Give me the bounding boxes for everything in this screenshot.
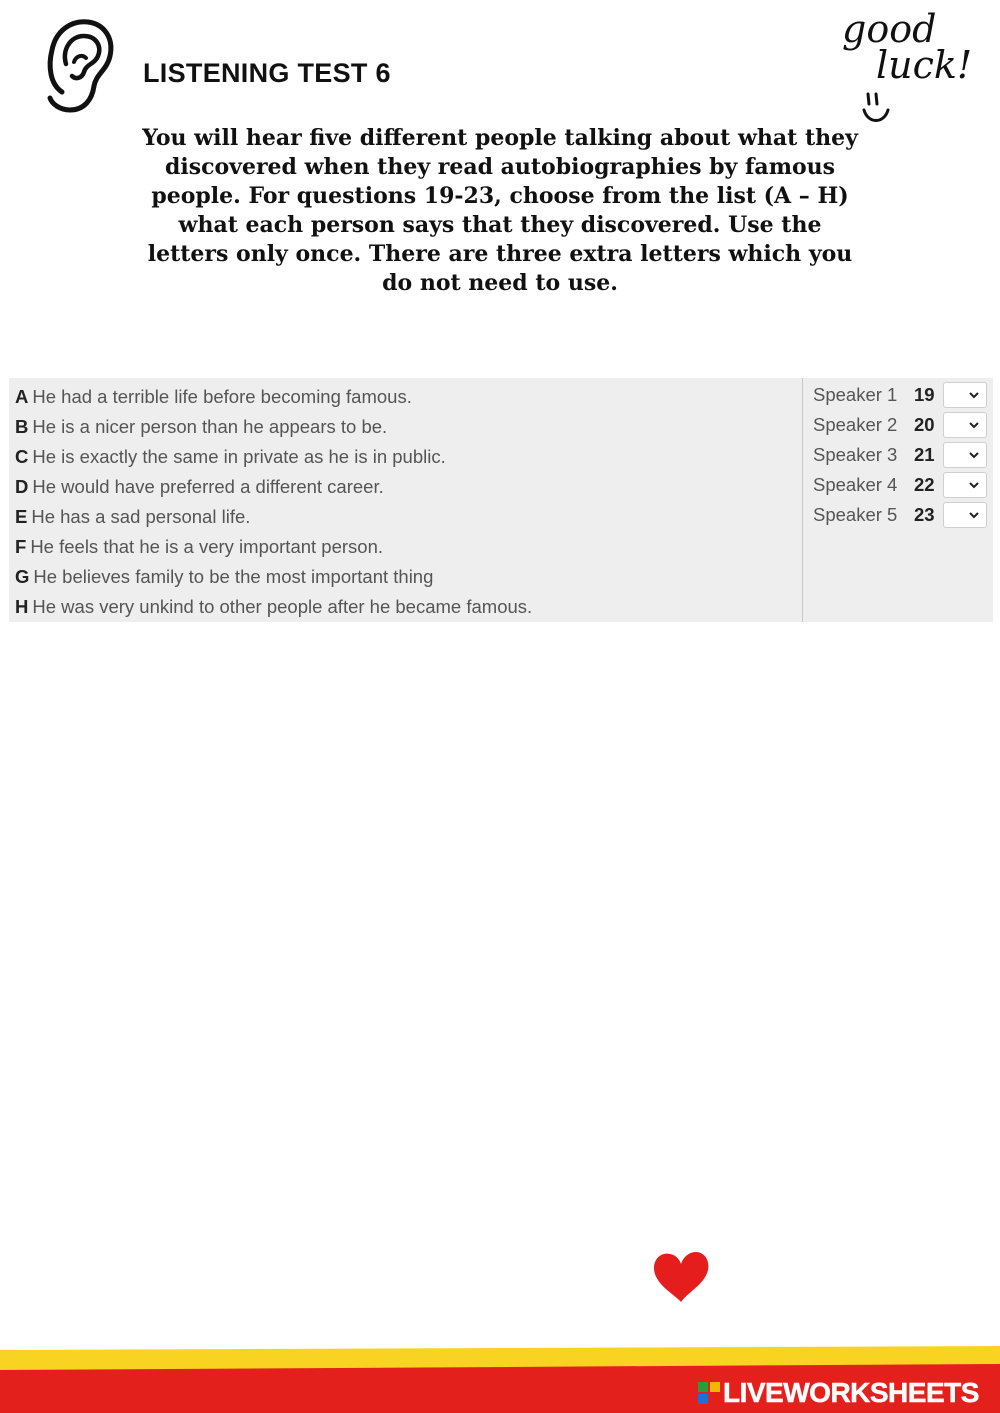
option-item: G He believes family to be the most important thing	[15, 566, 434, 587]
option-item: A He had a terrible life before becoming famous.	[15, 386, 412, 407]
speaker-label: Speaker 2	[813, 414, 898, 435]
option-item: H He was very unkind to other people after he became famous.	[15, 596, 533, 617]
brand-name: LIVEWORKSHEETS	[723, 1377, 979, 1408]
chevron-down-icon	[968, 450, 980, 460]
matching-exercise	[9, 378, 993, 622]
chevron-down-icon	[968, 510, 980, 520]
speaker-row	[803, 500, 993, 530]
speaker-label: Speaker 4	[813, 474, 898, 495]
liveworksheets-logo	[698, 1378, 979, 1408]
chevron-down-icon	[968, 390, 980, 400]
speaker-row	[803, 440, 993, 470]
speaker-row	[803, 470, 993, 500]
chevron-down-icon	[968, 480, 980, 490]
question-number: 23	[914, 504, 935, 525]
option-item: B He is a nicer person than he appears to be.	[15, 416, 388, 437]
question-number: 22	[914, 474, 935, 495]
good-luck-line-1: good	[842, 7, 937, 51]
option-item: D He would have preferred a different career.	[15, 476, 384, 497]
answer-dropdown-20[interactable]	[943, 412, 987, 438]
ear-icon	[40, 14, 120, 114]
live-badge-icon	[698, 1382, 720, 1404]
chevron-down-icon	[968, 420, 980, 430]
speaker-label: Speaker 1	[813, 384, 898, 405]
options-list	[9, 378, 802, 622]
option-item: E He has a sad personal life.	[15, 506, 251, 527]
page-title: LISTENING TEST 6	[143, 58, 391, 88]
heart-icon	[650, 1250, 712, 1304]
speaker-label: Speaker 3	[813, 444, 898, 465]
option-item: F He feels that he is a very important person.	[15, 536, 384, 557]
speaker-answers	[803, 378, 993, 622]
answer-dropdown-23[interactable]	[943, 502, 987, 528]
question-number: 20	[914, 414, 935, 435]
question-number: 19	[914, 384, 935, 405]
answer-dropdown-22[interactable]	[943, 472, 987, 498]
option-item: C He is exactly the same in private as he is in public.	[15, 446, 446, 467]
speaker-row	[803, 380, 993, 410]
answer-dropdown-19[interactable]	[943, 382, 987, 408]
speaker-row	[803, 410, 993, 440]
smiley-icon	[858, 90, 898, 130]
question-number: 21	[914, 444, 935, 465]
answer-dropdown-21[interactable]	[943, 442, 987, 468]
good-luck-note	[838, 6, 988, 131]
instructions-text: You will hear five different people talking about what they discovered when they read autobiographies by famous people. For questions 19-23, choose from the list (A – H) what each person says that they discovered. Use the letters only once. There are three extra letters which you do not need to use.	[142, 125, 858, 296]
good-luck-line-2: luck!	[876, 43, 973, 87]
speaker-label: Speaker 5	[813, 504, 898, 525]
